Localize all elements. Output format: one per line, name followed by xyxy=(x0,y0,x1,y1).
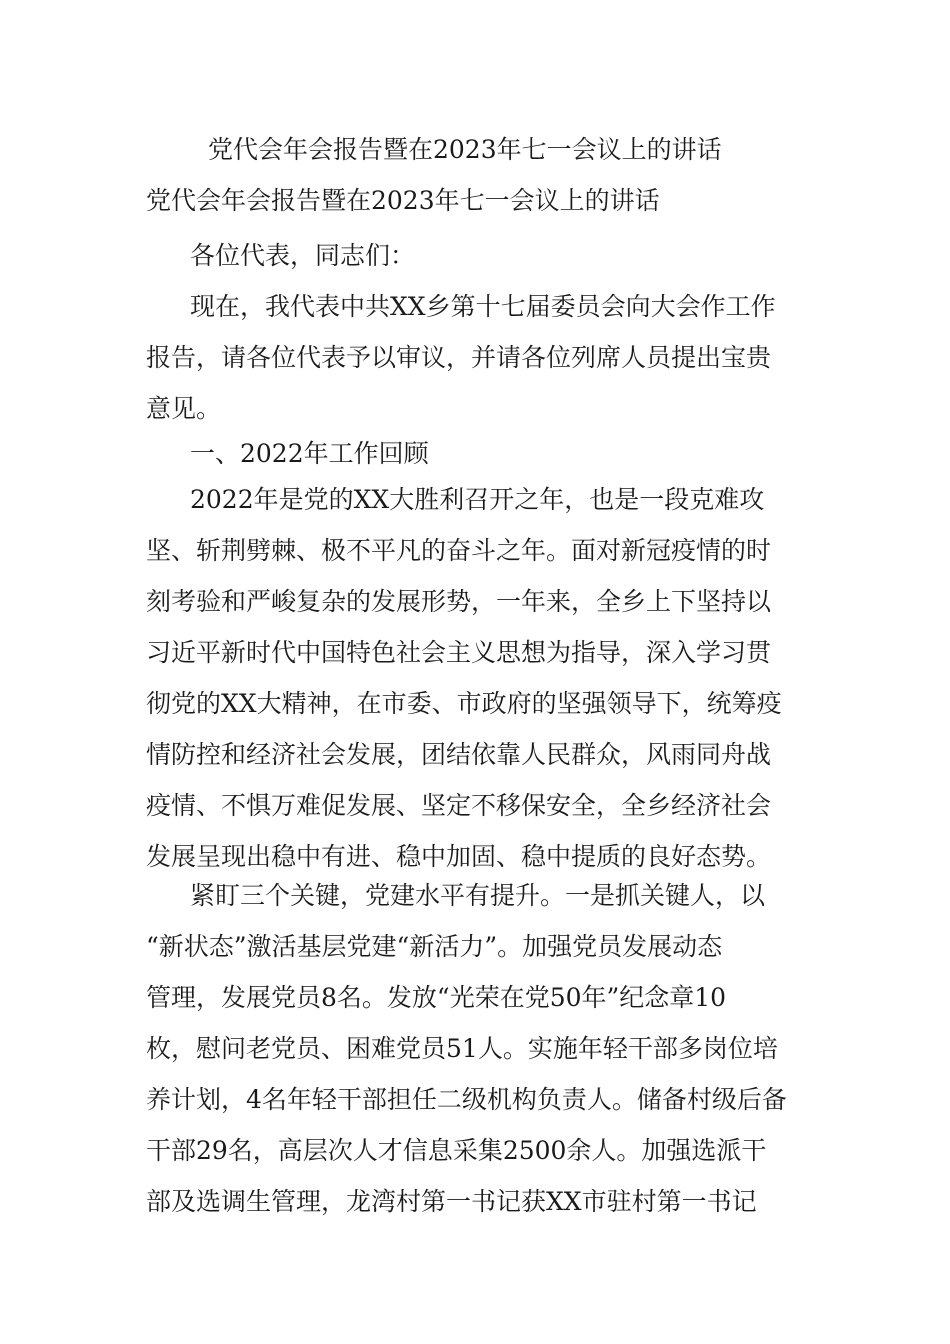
paragraph-line: 部及选调生管理，龙湾村第一书记获XX市驻村第一书记 xyxy=(146,1187,757,1216)
paragraph-line: 意见。 xyxy=(146,394,222,423)
document-title: 党代会年会报告暨在2023年七一会议上的讲话 xyxy=(208,135,722,164)
paragraph-line: “新状态”激活基层党建“新活力”。加强党员发展动态 xyxy=(146,932,723,961)
paragraph-line: 坚、斩荆劈棘、极不平凡的奋斗之年。面对新冠疫情的时 xyxy=(146,536,772,565)
paragraph-line: 养计划，4名年轻干部担任二级机构负责人。储备村级后备 xyxy=(146,1085,787,1114)
paragraph-party-building xyxy=(146,870,814,1227)
section-heading-text: 一、2022年工作回顾 xyxy=(190,439,429,468)
paragraph-line: 干部29名，高层次人才信息采集2500余人。加强选派干 xyxy=(146,1136,767,1165)
paragraph-line: 现在，我代表中共XX乡第十七届委员会向大会作工作 xyxy=(190,292,776,321)
paragraph-line: 紧盯三个关键，党建水平有提升。一是抓关键人，以 xyxy=(190,881,766,910)
paragraph-line: 报告，请各位代表予以审议，并请各位列席人员提出宝贵 xyxy=(146,343,772,372)
paragraph-line: 彻党的XX大精神，在市委、市政府的坚强领导下，统筹疫 xyxy=(146,689,782,718)
paragraph-line: 发展呈现出稳中有进、稳中加固、稳中提质的良好态势。 xyxy=(146,842,772,871)
paragraph-intro xyxy=(146,281,814,434)
paragraph-line: 疫情、不惧万难促发展、坚定不移保安全，全乡经济社会 xyxy=(146,791,772,820)
paragraph-review xyxy=(146,474,814,882)
salutation xyxy=(146,230,814,281)
paragraph-line: 情防控和经济社会发展，团结依靠人民群众，风雨同舟战 xyxy=(146,740,772,769)
section-heading xyxy=(146,428,814,479)
salutation-text: 各位代表，同志们： xyxy=(190,241,416,270)
paragraph-line: 习近平新时代中国特色社会主义思想为指导，深入学习贯 xyxy=(146,638,772,667)
paragraph-line: 刻考验和严峻复杂的发展形势，一年来，全乡上下坚持以 xyxy=(146,587,772,616)
paragraph-line: 2022年是党的XX大胜利召开之年，也是一段克难攻 xyxy=(190,485,765,514)
paragraph-line: 枚，慰问老党员、困难党员51人。实施年轻干部多岗位培 xyxy=(146,1034,778,1063)
document-subtitle: 党代会年会报告暨在2023年七一会议上的讲话 xyxy=(146,186,660,215)
paragraph-line: 管理，发展党员8名。发放“光荣在党50年”纪念章10 xyxy=(146,983,727,1012)
